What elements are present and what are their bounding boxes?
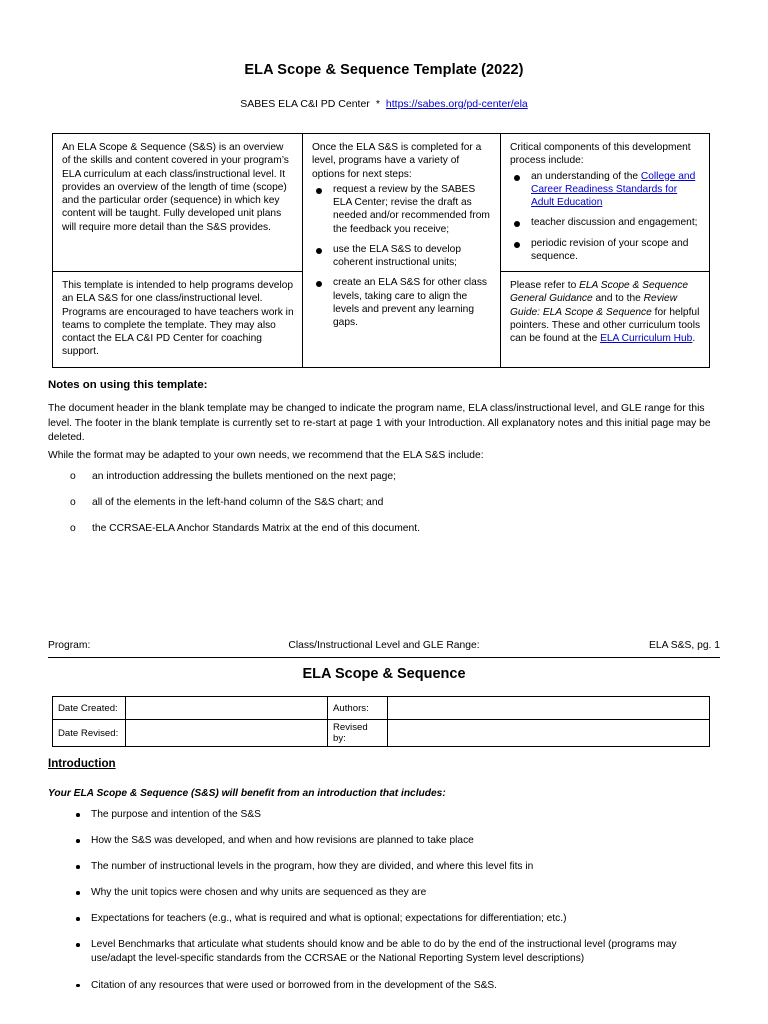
cell-critical-components <box>501 134 710 272</box>
list-item: o an introduction addressing the bullets mentioned on the next page; <box>48 470 720 484</box>
date-revised-value[interactable] <box>126 720 328 747</box>
introduction-lead: Your ELA Scope & Sequence (S&S) will benefit from an introduction that includes: <box>48 788 446 799</box>
subtitle-separator: * <box>375 98 380 110</box>
sabes-pd-center-link[interactable]: https://sabes.org/pd-center/ela <box>385 98 528 110</box>
revised-by-label: Revised by: <box>328 720 388 747</box>
list-item: Expectations for teachers (e.g., what is required and what is optional; expectations for differentiation; etc.) <box>48 912 723 926</box>
cell-overview <box>53 134 303 272</box>
notes-paragraph-1: The document header in the blank template may be changed to indicate the program name, ELA class/instructional level, and GLE range for this level. The footer in the blank template is currently set to re-start at page 1 with your Introduction. All explanatory notes and this initial page may be deleted. <box>48 403 711 444</box>
document-subtitle <box>0 98 768 110</box>
introduction-bullet-list <box>48 808 723 1005</box>
next-steps-heading: Once the ELA S&S is completed for a level, programs have a variety of options for next steps: <box>312 142 482 180</box>
footer-divider <box>48 657 720 658</box>
list-item: o all of the elements in the left-hand column of the S&S chart; and <box>48 496 720 510</box>
overview-text: An ELA Scope & Sequence (S&S) is an overview of the skills and content covered in your program’s ELA curriculum at each class/instructional level. It provides an overview of the length of time (scope) and the particular order (sequence) in which key content will be taught. Fully developed unit plans will require more detail than the S&S provides. <box>62 142 289 233</box>
table-row <box>53 697 710 720</box>
overview-table <box>52 133 710 368</box>
table-row <box>53 134 710 272</box>
notes-paragraph-2: While the format may be adapted to your own needs, we recommend that the ELA S&S include: <box>48 450 484 461</box>
authors-label: Authors: <box>328 697 388 720</box>
date-created-value[interactable] <box>126 697 328 720</box>
footer-level-label: Class/Instructional Level and GLE Range: <box>288 640 480 651</box>
ela-curriculum-hub-link[interactable]: ELA Curriculum Hub <box>600 333 693 344</box>
revised-by-value[interactable] <box>388 720 710 747</box>
notes-recommendation-list <box>48 470 720 548</box>
list-item <box>510 170 701 210</box>
critical-components-list <box>510 170 701 264</box>
list-item: use the ELA S&S to develop coherent instructional units; <box>312 243 492 270</box>
list-item: How the S&S was developed, and when and how revisions are planned to take place <box>48 834 723 848</box>
date-created-label: Date Created: <box>53 697 126 720</box>
page-title: ELA Scope & Sequence Template (2022) <box>244 62 524 78</box>
list-item: Level Benchmarks that articulate what students should know and be able to do by the end of the instructional level (programs may use/adapt the level-specific standards from the CCRSAE or the National Reporting System level descriptions) <box>48 938 723 966</box>
list-item: request a review by the SABES ELA Center; revise the draft as needed and/or recommended from the feedback you receive; <box>312 183 492 236</box>
refer-text-4: . <box>692 333 696 344</box>
review-guide-title: Review Guide: ELA Scope & Sequence <box>510 293 678 318</box>
cell-refer-guidance <box>501 272 710 368</box>
list-item: o the CCRSAE-ELA Anchor Standards Matrix at the end of this document. <box>48 522 720 536</box>
list-item: teacher discussion and engagement; <box>510 216 701 229</box>
section-title: ELA Scope & Sequence <box>302 666 466 682</box>
notes-heading: Notes on using this template: <box>48 379 208 391</box>
list-item: The purpose and intention of the S&S <box>48 808 723 822</box>
footer-program-label: Program: <box>48 640 91 651</box>
list-item: Citation of any resources that were used or borrowed from in the development of the S&S. <box>48 979 723 993</box>
table-row <box>53 720 710 747</box>
list-item: Why the unit topics were chosen and why units are sequenced as they are <box>48 886 723 900</box>
cell-next-steps <box>303 134 501 368</box>
dates-table <box>52 696 710 747</box>
page-footer <box>48 640 720 656</box>
ccr-standards-link[interactable]: College and Career Readiness Standards for Adult Education <box>531 170 696 208</box>
list-item: create an ELA S&S for other class levels, taking care to align the levels and prevent any learning gaps. <box>312 276 492 329</box>
subtitle-organization: SABES ELA C&I PD Center <box>240 98 370 110</box>
cell-template-purpose <box>53 272 303 368</box>
refer-text-3: for helpful pointers. These and other curriculum tools can be found at the <box>510 306 701 344</box>
critical-components-heading: Critical components of this development process include: <box>510 142 691 167</box>
authors-value[interactable] <box>388 697 710 720</box>
next-steps-list <box>312 183 492 330</box>
list-item: The number of instructional levels in the program, how they are divided, and where this level fits in <box>48 860 723 874</box>
date-revised-label: Date Revised: <box>53 720 126 747</box>
footer-page-number: ELA S&S, pg. 1 <box>649 640 720 651</box>
list-item: periodic revision of your scope and sequence. <box>510 237 701 264</box>
template-purpose-text: This template is intended to help programs develop an ELA S&S for one class/instructional level. Programs are encouraged to have teachers work in teams to complete the template. They may also contact the ELA C&I PD Center for coaching support. <box>62 280 294 358</box>
refer-text-1: Please refer to <box>510 280 580 291</box>
ccr-prefix-text: an understanding of the <box>531 170 641 182</box>
introduction-heading: Introduction <box>48 757 116 770</box>
refer-text-2: and to the <box>592 293 644 305</box>
general-guidance-title: ELA Scope & Sequence General Guidance <box>510 280 689 305</box>
